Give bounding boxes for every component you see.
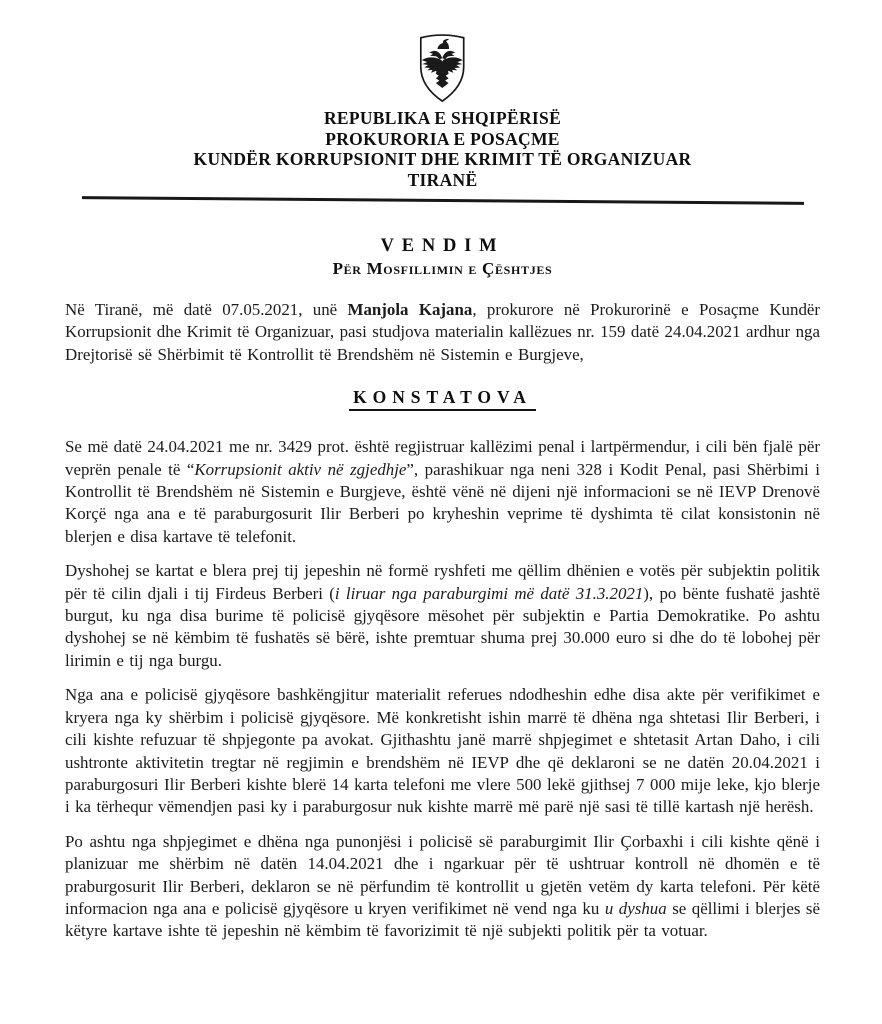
coat-of-arms xyxy=(65,28,820,106)
text-segment: Korrupsionit aktiv në zgjedhje xyxy=(194,459,407,479)
letterhead xyxy=(65,108,820,190)
body-paragraph-1 xyxy=(65,436,820,548)
letterhead-line-republic: REPUBLIKA E SHQIPËRISË xyxy=(323,108,562,128)
body-paragraph-2 xyxy=(65,560,820,672)
text-segment: ), po bënte fushatë jashtë burgut, ku nga disa burime të policisë gjyqësore mësohet për subjektin e Partia Demokratike. Po ashtu dyshohej se në këmbim të fushatës së bërë, ishte premtuar shuma prej 30.000 euro si dhe do të lobohej për lirimin e tij nga burgu. xyxy=(65,583,820,670)
letterhead-line-city: TIRANË xyxy=(407,169,478,190)
text-segment: Nga ana e policisë gjyqësore bashkëngjitur materialit referues ndodheshin edhe disa akte për verifikimet e kryera nga ky shërbim i policisë gjyqësore. Më konkretisht ishin marrë të dhëna nga shtetasi Ilir Berberi, i cili kishte refuzuar të shpjegonte pa avokat. Gjithashtu janë marrë shpjegimet e shtetasit Artan Daho, i cili ushtronte aktivitetin tregtar në regjimin e brendshëm në IEVP dhe që deklaroni se ne datën 20.04.2021 i paraburgosuri Ilir Berberi kishte blerë 14 karta telefoni me vlere 500 lekë gjithsej 7 000 mije leke, kjo blerje i ka tërhequr vëmendjen pasi ky i paraburgosur nuk kishte marrë më parë një sasi të tillë kartash një herësh. xyxy=(65,685,820,817)
letterhead-line-prosecution: PROKURORIA E POSAÇME xyxy=(325,128,560,149)
text-segment: u dyshua xyxy=(604,898,667,918)
text-segment: se qëllimi i blerjes së këtyre kartave ishte të jepeshin në këmbim të favorizimit të një subjekti politik për ta votuar. xyxy=(65,898,820,941)
document-subtitle: Për Mosfillimin e Çështjes xyxy=(332,259,553,278)
text-segment: i liruar nga paraburgimi më datë 31.3.2021 xyxy=(334,583,644,603)
albanian-eagle-shield-icon xyxy=(413,28,472,106)
body-paragraph-3 xyxy=(65,684,820,818)
header-divider xyxy=(81,196,803,205)
section-heading-text: KONSTATOVA xyxy=(349,387,536,411)
body-paragraph-4 xyxy=(65,831,820,943)
document-title: VENDIM xyxy=(380,236,505,256)
title-block xyxy=(65,236,820,279)
text-segment: Manjola Kajana xyxy=(347,300,473,319)
text-segment: ”, parashikuar nga neni 328 i Kodit Penal, pasi Shërbimi i Kontrollit të Brendshëm në Sistemin e Burgjeve, është vënë në dijeni një informacioni se në IEVP Drenovë Korçë nga ana e të paraburgosurit Ilir Berberi po kryheshin veprime të dyshimta të cilat konsistonin në blerjen e disa kartave të telefonit. xyxy=(65,459,820,546)
text-segment: , prokurore në Prokurorinë e Posaçme Kundër Korrupsionit dhe Krimit të Organizuar, pasi studjova materialin kallëzues nr. 159 datë 24.04.2021 ardhur nga Drejtorisë së Shërbimit të Kontrollit të Brendshëm në Sistemin e Burgjeve, xyxy=(65,300,821,364)
letterhead-line-anticorruption: KUNDËR KORRUPSIONIT DHE KRIMIT TË ORGANIZUAR xyxy=(193,149,692,169)
text-segment: Dyshohej se kartat e blera prej tij jepeshin në formë ryshfeti me qëllim dhënien e votës për subjektin politik për të cilin djali i tij Firdeus Berberi ( xyxy=(65,561,820,603)
text-segment: Po ashtu nga shpjegimet e dhëna nga punonjësi i policisë së paraburgimit Ilir Çorbaxhi i cili kishte qënë i planizuar me shërbim në datën 14.04.2021 dhe i ngarkuar për të ushtruar kontroll në dhomën e të praburgosurit Ilir Berberi, deklaron se në përfundim të kontrollit u gjetën vetëm dy karta telefoni. Për këtë informacion nga ana e policisë gjyqësore u kryen verifikimet në vend nga ku xyxy=(65,831,820,918)
text-segment: Në Tiranë, më datë 07.05.2021, unë xyxy=(65,300,348,319)
intro-paragraph xyxy=(65,299,820,366)
section-heading xyxy=(65,387,820,411)
text-segment: Se më datë 24.04.2021 me nr. 3429 prot. është regjistruar kallëzimi penal i lartpërmendur, i cili bën fjalë për veprën penale të “ xyxy=(65,437,820,479)
